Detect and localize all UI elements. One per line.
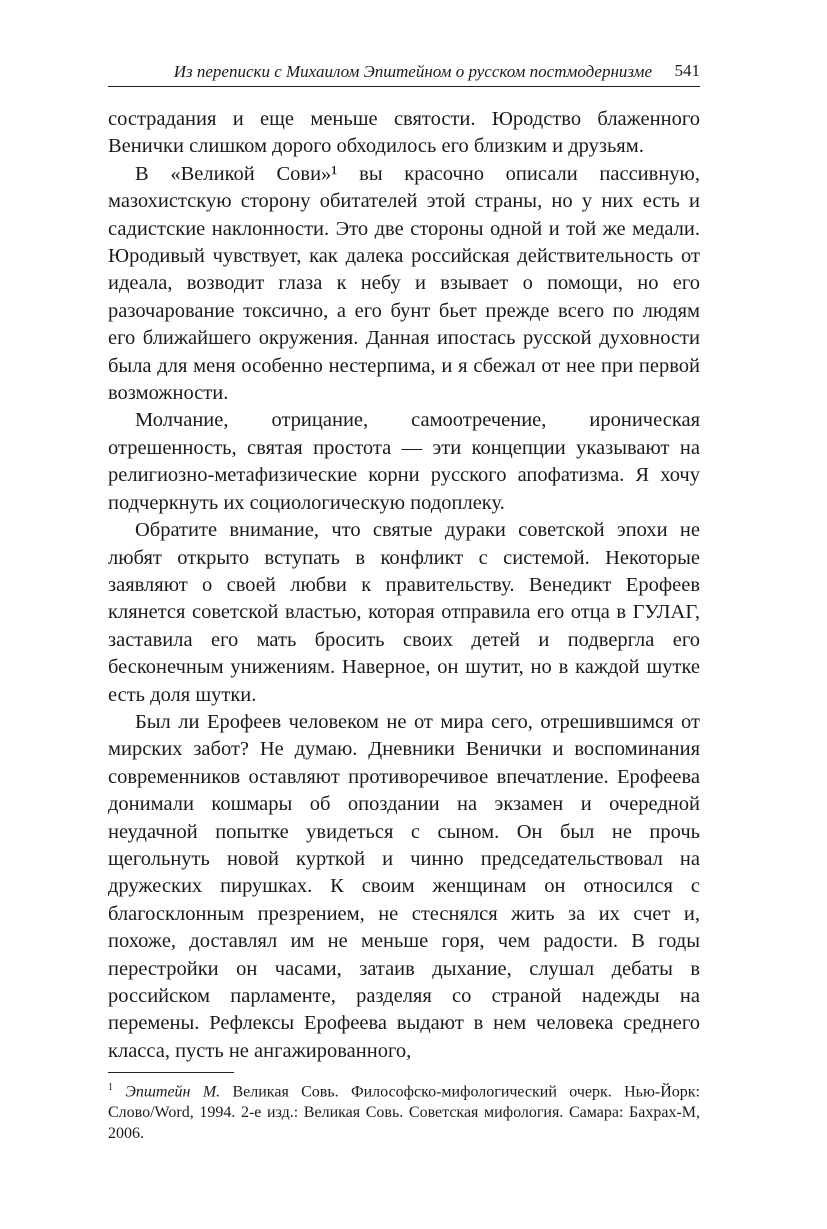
footnote-divider xyxy=(108,1072,234,1073)
footnote-text: Великая Совь. Философско-мифологический очерк. Нью-Йорк: Слово/Word, 1994. 2-е изд.: Великая Совь. Советская мифология. Самара: Бахрах-М, 2006. xyxy=(108,1083,701,1143)
footnote-author: Эпштейн М. xyxy=(125,1083,221,1101)
paragraph-continued: сострадания и еще меньше святости. Юродство блаженного Венички слишком дорого обходилось его близким и друзьям. xyxy=(108,108,700,158)
footnote-marker: 1 xyxy=(108,1082,113,1093)
running-head xyxy=(108,58,700,87)
body-text xyxy=(108,106,700,1065)
page-number: 541 xyxy=(674,61,700,80)
running-head-title: Из переписки с Михаилом Эпштейном о русском постмодернизме xyxy=(173,62,652,81)
paragraph: Обратите внимание, что святые дураки советской эпохи не любят открыто вступать в конфликт с системой. Некоторые заявляют о своей любви к правительству. Венедикт Ерофеев клянется советской властью, которая отправила его отца в ГУЛАГ, заставила его мать бросить своих детей и подвергла его бесконечным унижениям. Наверное, он шутит, но в каждой шутке есть доля шутки. xyxy=(108,519,700,706)
paragraph: Молчание, отрицание, самоотречение, ироническая отрешенность, святая простота — эти концепции указывают на религиозно-метафизические корни русского апофатизма. Я хочу подчеркнуть их социологическую подоплеку. xyxy=(108,409,700,514)
paragraph: В «Великой Сови»¹ вы красочно описали пассивную, мазохистскую сторону обитателей этой страны, но у них есть и садистские наклонности. Это две стороны одной и той же медали. Юродивый чувствует, как далека российская действительность от идеала, возводит глаза к небу и взывает о помощи, но его разочарование токсично, а его бунт бьет прежде всего по людям его ближайшего окружения. Данная ипостась русской духовности была для меня особенно нестерпима, и я сбежал от нее при первой возможности. xyxy=(108,162,700,405)
paragraph: Был ли Ерофеев человеком не от мира сего, отрешившимся от мирских забот? Не думаю. Дневники Венички и воспоминания современников оставляют противоречивое впечатление. Ерофеева донимали кошмары об опоздании на экзамен и очередной неудачной попытке увидеться с сыном. Он был не прочь щегольнуть новой курткой и чинно председательствовал на дружеских пирушках. К своим женщинам он относился с благосклонным презрением, не стеснялся жить за их счет и, похоже, доставлял им не меньше горя, чем радости. В годы перестройки он часами, затаив дыхание, слушал дебаты в российском парламенте, разделяя со страной надежды на перемены. Рефлексы Ерофеева выдают в нем человека среднего класса, пусть не ангажированного, xyxy=(108,710,700,1062)
footnote xyxy=(108,1077,700,1144)
